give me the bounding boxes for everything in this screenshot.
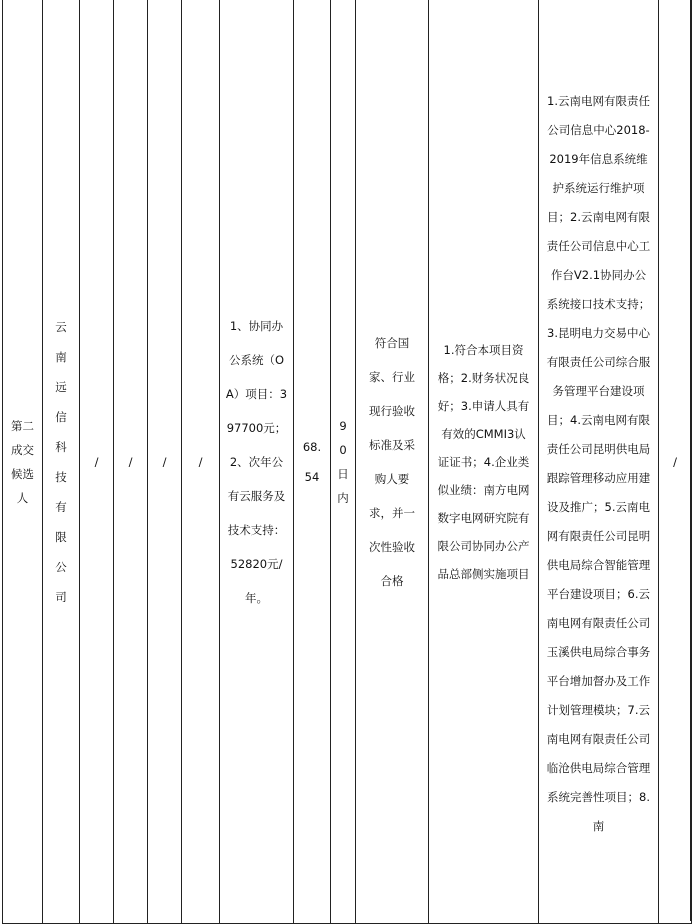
qualification-text: 1.符合本项目资格；2.财务状况良好；3.申请人具有有效的CMMI3认证证书；4.企业类似业绩：南方电网数字电网研究院有限公司协同办公产品总部侧实施项目 [437,342,530,581]
acceptance-text: 符合国家、行业现行验收标准及采购人要求，并一次性验收合格 [369,335,415,588]
last-cell [659,0,692,924]
performance-text: 1.云南电网有限责任公司信息中心2018-2019年信息系统维护系统运行维护项目；2.云南电网有限责任公司信息中心工作台V2.1协同办公系统接口技术支持；3.昆明电力交易中心有限责任公司综合服务管理平台建设项目；4.云南电网有限责任公司昆明供电局跟踪管理移动应用建设及推广；5.云南电网有限责任公司昆明供电局综合智能管理平台建设项目；6.云南电网有限责任公司玉溪供电局综合事务平台增加督办及工作计划管理模块；7.云南电网有限责任公司临沧供电局综合管理系统完善性项目；8.南 [546,93,651,833]
quote-text: 1、协同办公系统（OA）项目：397700元；2、次年公有云服务及技术支持：52820元/年。 [225,318,288,605]
role-cell [3,0,43,924]
col4-text: / [128,454,133,469]
candidate-table [2,0,692,924]
company-text: 云南远信科技有限公司 [55,319,67,604]
quote-cell [220,0,294,924]
col3-cell [80,0,114,924]
table-row [3,0,692,924]
performance-cell [539,0,659,924]
col5-cell [148,0,182,924]
role-text: 第二成交候选人 [11,418,34,505]
col4-cell [114,0,148,924]
col6-cell [182,0,220,924]
score-text: 68.54 [302,439,322,484]
delivery-text: 90日内 [337,418,349,505]
col6-text: / [198,454,203,469]
delivery-cell [331,0,356,924]
col5-text: / [162,454,167,469]
company-cell [43,0,80,924]
col3-text: / [94,454,99,469]
acceptance-cell [356,0,429,924]
last-text: / [673,454,677,469]
score-cell [294,0,331,924]
qualification-cell [429,0,539,924]
